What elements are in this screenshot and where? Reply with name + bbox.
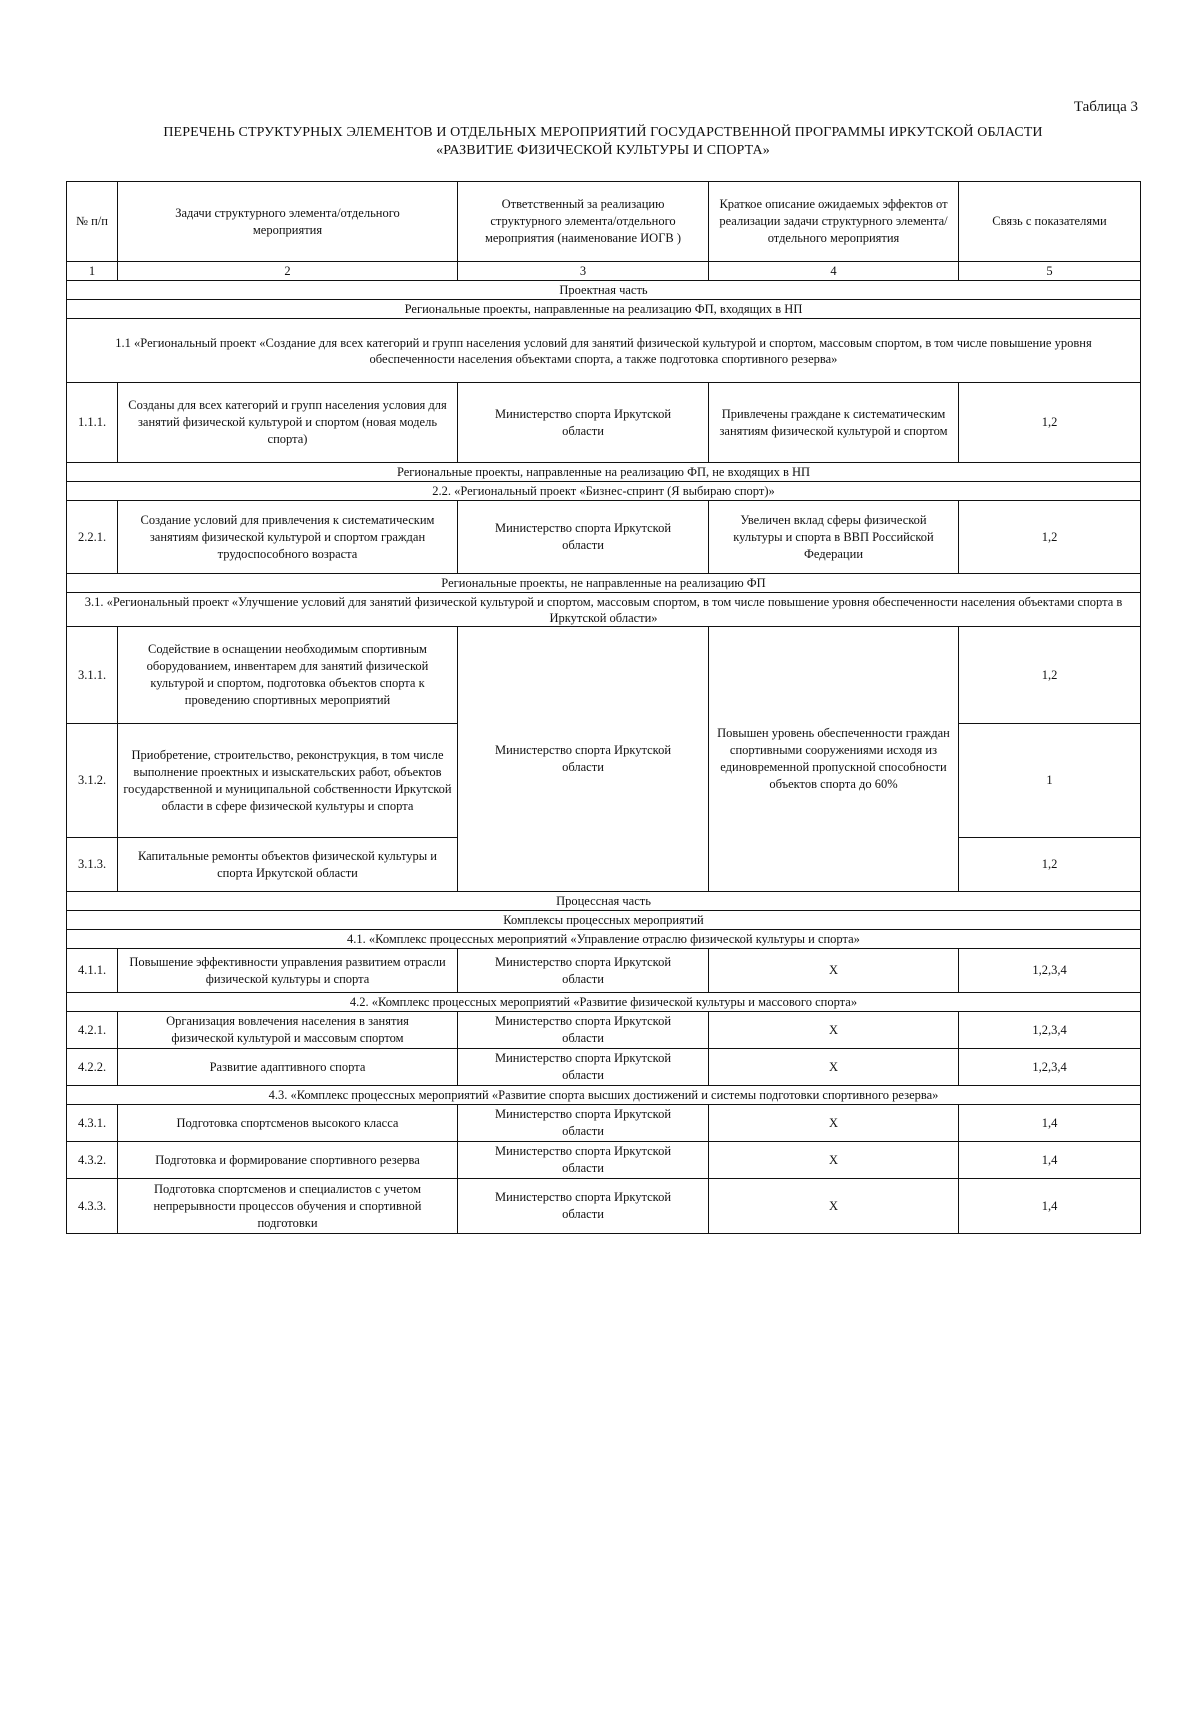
row-indicators: 1,2,3,4 <box>959 1012 1141 1049</box>
section-regional-projects-in-np: Региональные проекты, направленные на реализацию ФП, входящих в НП <box>67 300 1141 319</box>
row-responsible: Министерство спорта Иркутской области <box>458 1179 709 1234</box>
row-responsible: Министерство спорта Иркутской области <box>458 1105 709 1142</box>
row-task: Организация вовлечения населения в занятия физической культурой и массовым спортом <box>118 1012 458 1049</box>
section-row <box>67 319 1141 383</box>
row-indicators: 1,2,3,4 <box>959 1049 1141 1086</box>
row-task: Созданы для всех категорий и групп населения условия для занятий физической культурой и спортом (новая модель спорта) <box>118 383 458 463</box>
section-project-1-1: 1.1 «Региональный проект «Создание для всех категорий и групп населения условий для занятий физической культурой и спортом, массовым спортом, в том числе повышение уровня обеспеченности населения объектами спорта, а также подготовка спортивного резерва» <box>67 319 1141 383</box>
row-effect: Х <box>709 1142 959 1179</box>
section-complex-4-2: 4.2. «Комплекс процессных мероприятий «Развитие физической культуры и массового спорта» <box>67 993 1141 1012</box>
section-row <box>67 1086 1141 1105</box>
row-effect: Х <box>709 949 959 993</box>
row-indicators: 1,2 <box>959 501 1141 574</box>
table-row <box>67 1049 1141 1086</box>
row-responsible: Министерство спорта Иркутской области <box>458 627 709 892</box>
section-regional-projects-not-fp: Региональные проекты, не направленные на реализацию ФП <box>67 574 1141 593</box>
document-title-line-1: ПЕРЕЧЕНЬ СТРУКТУРНЫХ ЭЛЕМЕНТОВ И ОТДЕЛЬНЫХ МЕРОПРИЯТИЙ ГОСУДАРСТВЕННОЙ ПРОГРАММЫ ИРКУТСКОЙ ОБЛАСТИ <box>163 125 1043 140</box>
table-row <box>67 1179 1141 1234</box>
section-row <box>67 593 1141 627</box>
row-number: 4.2.2. <box>67 1049 118 1086</box>
row-indicators: 1,4 <box>959 1142 1141 1179</box>
row-effect: Повышен уровень обеспеченности граждан спортивными сооружениями исходя из единовременной пропускной способности объектов спорта до 60% <box>709 627 959 892</box>
section-row <box>67 574 1141 593</box>
header-number: № п/п <box>67 182 118 262</box>
row-number: 4.3.3. <box>67 1179 118 1234</box>
section-project-part: Проектная часть <box>67 281 1141 300</box>
row-responsible: Министерство спорта Иркутской области <box>458 501 709 574</box>
table-row <box>67 383 1141 463</box>
column-number-2: 2 <box>118 262 458 281</box>
row-number: 3.1.1. <box>67 627 118 724</box>
section-row <box>67 993 1141 1012</box>
column-number-5: 5 <box>959 262 1141 281</box>
table-row <box>67 949 1141 993</box>
section-regional-projects-not-in-np: Региональные проекты, направленные на реализацию ФП, не входящих в НП <box>67 463 1141 482</box>
row-indicators: 1,2 <box>959 627 1141 724</box>
section-row <box>67 482 1141 501</box>
section-complex-4-3: 4.3. «Комплекс процессных мероприятий «Развитие спорта высших достижений и системы подготовки спортивного резерва» <box>67 1086 1141 1105</box>
section-project-2-2: 2.2. «Региональный проект «Бизнес-спринт (Я выбираю спорт)» <box>67 482 1141 501</box>
column-number-row <box>67 262 1141 281</box>
row-task: Капитальные ремонты объектов физической культуры и спорта Иркутской области <box>118 838 458 892</box>
row-number: 1.1.1. <box>67 383 118 463</box>
row-number: 4.3.2. <box>67 1142 118 1179</box>
row-indicators: 1 <box>959 724 1141 838</box>
section-project-3-1: 3.1. «Региональный проект «Улучшение условий для занятий физической культурой и спортом, массовым спортом, в том числе повышение уровня обеспеченности населения объектами спорта в Иркутской области» <box>67 593 1141 627</box>
row-responsible: Министерство спорта Иркутской области <box>458 1012 709 1049</box>
row-indicators: 1,4 <box>959 1179 1141 1234</box>
row-indicators: 1,2 <box>959 383 1141 463</box>
row-number: 3.1.3. <box>67 838 118 892</box>
header-task: Задачи структурного элемента/отдельного мероприятия <box>118 182 458 262</box>
table-number-label: Таблица 3 <box>1073 99 1138 115</box>
row-effect: Х <box>709 1105 959 1142</box>
table-row <box>67 1142 1141 1179</box>
table-header-row <box>67 182 1141 262</box>
table-row <box>67 1012 1141 1049</box>
row-responsible: Министерство спорта Иркутской области <box>458 1049 709 1086</box>
section-complex-4-1: 4.1. «Комплекс процессных мероприятий «Управление отраслю физической культуры и спорта» <box>67 930 1141 949</box>
document-title <box>66 124 1140 160</box>
row-task: Создание условий для привлечения к систематическим занятиям физической культурой и спортом граждан трудоспособного возраста <box>118 501 458 574</box>
header-indicators: Связь с показателями <box>959 182 1141 262</box>
column-number-3: 3 <box>458 262 709 281</box>
section-row <box>67 892 1141 911</box>
section-row <box>67 911 1141 930</box>
section-row <box>67 300 1141 319</box>
table-row <box>67 501 1141 574</box>
section-row <box>67 930 1141 949</box>
row-number: 4.2.1. <box>67 1012 118 1049</box>
row-number: 4.3.1. <box>67 1105 118 1142</box>
row-effect: Х <box>709 1179 959 1234</box>
row-number: 2.2.1. <box>67 501 118 574</box>
row-responsible: Министерство спорта Иркутской области <box>458 949 709 993</box>
row-effect: Увеличен вклад сферы физической культуры и спорта в ВВП Российской Федерации <box>709 501 959 574</box>
row-effect: Х <box>709 1012 959 1049</box>
row-indicators: 1,2 <box>959 838 1141 892</box>
row-number: 4.1.1. <box>67 949 118 993</box>
row-responsible: Министерство спорта Иркутской области <box>458 383 709 463</box>
row-effect: Привлечены граждане к систематическим занятиям физической культурой и спортом <box>709 383 959 463</box>
row-task: Подготовка спортсменов высокого класса <box>118 1105 458 1142</box>
row-task: Подготовка и формирование спортивного резерва <box>118 1142 458 1179</box>
row-responsible: Министерство спорта Иркутской области <box>458 1142 709 1179</box>
header-effect: Краткое описание ожидаемых эффектов от реализации задачи структурного элемента/отдельного мероприятия <box>709 182 959 262</box>
section-process-part: Процессная часть <box>67 892 1141 911</box>
structural-elements-table <box>66 181 1141 1234</box>
row-effect: Х <box>709 1049 959 1086</box>
table-row <box>67 627 1141 724</box>
document-title-line-2: «РАЗВИТИЕ ФИЗИЧЕСКОЙ КУЛЬТУРЫ И СПОРТА» <box>436 143 770 158</box>
row-task: Развитие адаптивного спорта <box>118 1049 458 1086</box>
section-complexes: Комплексы процессных мероприятий <box>67 911 1141 930</box>
column-number-1: 1 <box>67 262 118 281</box>
column-number-4: 4 <box>709 262 959 281</box>
row-task: Приобретение, строительство, реконструкция, в том числе выполнение проектных и изыскательских работ, объектов государственной и муниципальной собственности Иркутской области в сфере физической культуры и спорта <box>118 724 458 838</box>
section-row <box>67 463 1141 482</box>
table-row <box>67 1105 1141 1142</box>
row-task: Повышение эффективности управления развитием отрасли физической культуры и спорта <box>118 949 458 993</box>
row-indicators: 1,4 <box>959 1105 1141 1142</box>
row-task: Содействие в оснащении необходимым спортивным оборудованием, инвентарем для занятий физической культурой и спортом, подготовка объектов спорта к проведению спортивных мероприятий <box>118 627 458 724</box>
row-indicators: 1,2,3,4 <box>959 949 1141 993</box>
row-task: Подготовка спортсменов и специалистов с учетом непрерывности процессов обучения и спортивной подготовки <box>118 1179 458 1234</box>
row-number: 3.1.2. <box>67 724 118 838</box>
section-row <box>67 281 1141 300</box>
header-responsible: Ответственный за реализацию структурного элемента/отдельного мероприятия (наименование ИОГВ ) <box>458 182 709 262</box>
